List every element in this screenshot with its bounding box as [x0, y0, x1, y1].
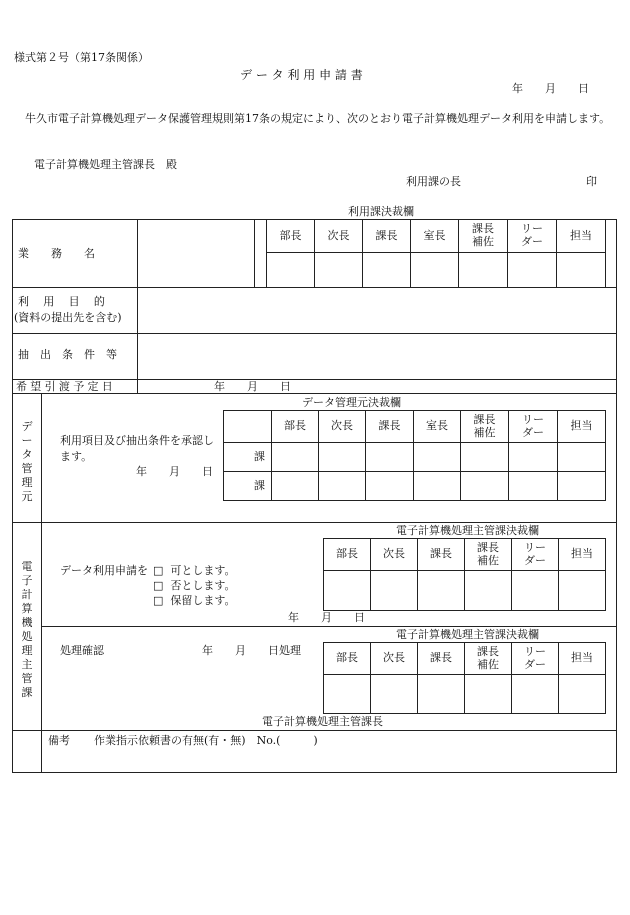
checkbox-icon[interactable]: □ — [153, 594, 164, 607]
stamp-cell[interactable] — [558, 443, 606, 472]
computer-caption: 電子計算機処理主管課決裁欄 — [396, 524, 539, 537]
stamp-cell[interactable] — [319, 472, 366, 501]
data-admin-caption: データ管理元決裁欄 — [302, 396, 401, 409]
blank-cell — [224, 411, 272, 443]
header-kacho: 課長 — [418, 539, 465, 571]
header-kacho: 課長 — [366, 411, 414, 443]
stamp-cell[interactable] — [411, 253, 459, 288]
business-value-right — [254, 219, 255, 287]
header-tanto: 担当 — [559, 539, 606, 571]
row-line — [41, 626, 617, 627]
header-kacho-hosa — [461, 411, 509, 443]
header-leader-text: リーダー — [524, 644, 546, 671]
option-permit[interactable] — [153, 564, 236, 577]
row-line — [12, 522, 617, 523]
header-leader-text: リーダー — [521, 222, 543, 248]
body-text — [14, 110, 620, 127]
header-leader — [512, 643, 559, 675]
header-bucho: 部長 — [267, 220, 315, 253]
purpose-label: 利 用 目 的 — [18, 295, 107, 308]
stamp-cell[interactable] — [559, 571, 606, 611]
stamp-cell[interactable] — [363, 253, 411, 288]
stamp-cell[interactable] — [459, 253, 508, 288]
header-jicho: 次長 — [371, 643, 418, 675]
purpose-divider — [137, 287, 138, 393]
stamp-cell[interactable] — [324, 571, 371, 611]
side-divider — [41, 393, 42, 773]
stamp-cell[interactable] — [558, 472, 606, 501]
stamp-cell[interactable] — [557, 253, 606, 288]
header-kacho-hosa-text: 課長補佐 — [473, 412, 496, 439]
seal-mark: 印 — [586, 175, 597, 188]
stamp-cell[interactable] — [512, 571, 559, 611]
option-deny[interactable] — [153, 579, 236, 592]
stamp-cell[interactable] — [272, 443, 319, 472]
desired-date-label: 希望引渡予定日 — [16, 380, 117, 393]
stamp-cell[interactable] — [315, 253, 363, 288]
data-admin-approve-text — [60, 433, 220, 465]
stamp-cell[interactable] — [509, 472, 558, 501]
data-admin-approve-text-content: 利用項目及び抽出条件を承認します。 — [60, 434, 214, 463]
header-jicho: 次長 — [371, 539, 418, 571]
document-title: デ ー タ 利 用 申 請 書 — [240, 68, 363, 82]
body-text-content: 牛久市電子計算機処理データ保護管理規則第17条の規定により、次のとおり電子計算機処理データ利用を申請します。 — [25, 112, 611, 125]
header-tanto: 担当 — [558, 411, 606, 443]
computer-approval-table — [323, 538, 606, 611]
row-line — [12, 393, 617, 394]
application-date: 年 月 日 — [512, 82, 589, 95]
header-bucho: 部長 — [272, 411, 319, 443]
data-admin-date: 年 月 日 — [136, 465, 213, 478]
computer-side-label: 電子計算機処理主管課 — [21, 560, 33, 699]
stamp-cell[interactable] — [366, 472, 414, 501]
header-shitsucho: 室長 — [411, 220, 459, 253]
option-hold-label: 保留します。 — [170, 594, 236, 607]
header-kacho-hosa-text: 課長補佐 — [477, 540, 499, 567]
stamp-cell[interactable] — [461, 443, 509, 472]
process-date: 年 月 日処理 — [202, 644, 301, 657]
stamp-cell[interactable] — [418, 571, 465, 611]
option-hold[interactable] — [153, 594, 236, 607]
header-leader-text: リーダー — [524, 540, 546, 567]
stamp-cell[interactable] — [319, 443, 366, 472]
stamp-cell[interactable] — [272, 472, 319, 501]
process-confirm-label: 処理確認 — [60, 644, 104, 657]
stamp-cell[interactable] — [371, 675, 418, 714]
stamp-cell[interactable] — [414, 472, 461, 501]
extract-conditions-label: 抽 出 条 件 等 — [18, 348, 117, 361]
stamp-cell[interactable] — [267, 253, 315, 288]
header-leader — [509, 411, 558, 443]
header-tanto: 担当 — [559, 643, 606, 675]
header-leader — [512, 539, 559, 571]
computer-caption-2: 電子計算機処理主管課決裁欄 — [396, 628, 539, 641]
business-divider — [137, 219, 138, 287]
usage-approval-table — [266, 219, 606, 288]
header-kacho-hosa — [459, 220, 508, 253]
header-leader-text: リーダー — [522, 412, 544, 439]
stamp-cell[interactable] — [465, 675, 512, 714]
header-kacho: 課長 — [363, 220, 411, 253]
desired-date-value: 年 月 日 — [214, 380, 291, 393]
ka-label: 課 — [224, 443, 272, 472]
row-line — [12, 287, 617, 288]
stamp-cell[interactable] — [366, 443, 414, 472]
header-jicho: 次長 — [315, 220, 363, 253]
ka-label: 課 — [224, 472, 272, 501]
header-kacho-hosa — [465, 643, 512, 675]
stamp-cell[interactable] — [509, 443, 558, 472]
checkbox-icon[interactable]: □ — [153, 564, 164, 577]
header-jicho: 次長 — [319, 411, 366, 443]
row-line — [12, 730, 617, 731]
data-admin-approval-table — [223, 410, 606, 501]
request-prefix: データ利用申請を — [60, 564, 148, 577]
form-number: 様式第２号（第17条関係） — [14, 51, 149, 64]
header-kacho-hosa-text: 課長補佐 — [477, 644, 499, 671]
stamp-cell[interactable] — [559, 675, 606, 714]
option-permit-label: 可とします。 — [170, 564, 236, 577]
header-kacho-hosa-text: 課長補佐 — [472, 222, 494, 248]
remarks-text: 作業指示依頼書の有無(有・無) No.( ) — [94, 734, 318, 747]
stamp-cell[interactable] — [418, 675, 465, 714]
header-tanto: 担当 — [557, 220, 606, 253]
checkbox-icon[interactable]: □ — [153, 579, 164, 592]
computer-date: 年 月 日 — [288, 611, 365, 624]
header-shitsucho: 室長 — [414, 411, 461, 443]
purpose-sublabel: (資料の提出先を含む) — [14, 311, 122, 324]
addressee: 電子計算機処理主管課長 殿 — [34, 158, 177, 171]
option-deny-label: 否とします。 — [170, 579, 236, 592]
stamp-cell[interactable] — [508, 253, 557, 288]
usage-approval-caption: 利用課決裁欄 — [348, 205, 414, 218]
stamp-cell[interactable] — [324, 675, 371, 714]
applicant-label: 利用課の長 — [406, 175, 461, 188]
row-line — [12, 333, 617, 334]
stamp-cell[interactable] — [414, 443, 461, 472]
business-name-label: 業 務 名 — [18, 247, 95, 260]
processing-approval-table — [323, 642, 606, 714]
stamp-cell[interactable] — [461, 472, 509, 501]
header-kacho: 課長 — [418, 643, 465, 675]
stamp-cell[interactable] — [371, 571, 418, 611]
header-kacho-hosa — [465, 539, 512, 571]
remarks-label: 備考 — [48, 734, 70, 747]
data-admin-side-label: データ管理元 — [21, 420, 33, 503]
header-leader — [508, 220, 557, 253]
stamp-cell[interactable] — [465, 571, 512, 611]
header-bucho: 部長 — [324, 643, 371, 675]
computer-signer: 電子計算機処理主管課長 — [262, 715, 383, 728]
header-bucho: 部長 — [324, 539, 371, 571]
stamp-cell[interactable] — [512, 675, 559, 714]
